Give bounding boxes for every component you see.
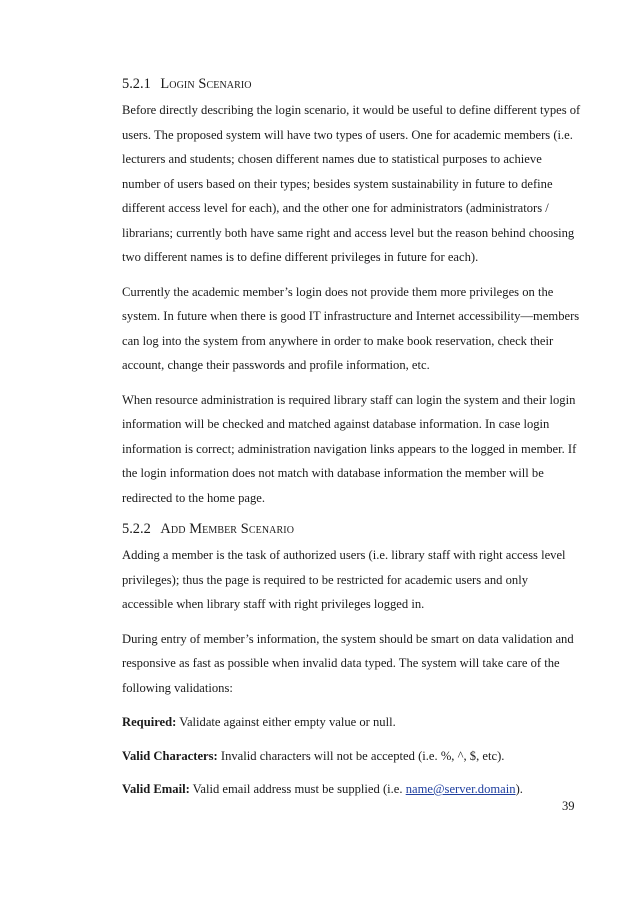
paragraph: Before directly describing the login scenario, it would be useful to define different types of users. The proposed system will have two types of users. One for academic members (i.e. lecturers and students; chosen different names due to statistical purposes to achieve number of users based on their types; besides system sustainability in future to define different access level for each), and the other one for administrators (administrators / librarians; currently both have same right and access level but the reason behind choosing two different names is to define different privileges in future for each). (122, 103, 581, 264)
section-title: Login Scenario (160, 76, 252, 92)
validation-required (122, 710, 582, 735)
section-number: 5.2.2 (122, 521, 151, 537)
page-content (122, 75, 582, 811)
validation-text-end: ). (515, 782, 523, 796)
email-example-link[interactable]: name@server.domain (405, 782, 516, 796)
page-number: 39 (562, 799, 575, 813)
section-title: Add Member Scenario (160, 521, 295, 537)
validation-label: Required: (122, 715, 177, 729)
paragraph: During entry of member’s information, the system should be smart on data validation and responsive as fast as possible when invalid data typed. The system will take care of the following validations: (122, 631, 574, 695)
validation-label: Valid Characters: (122, 748, 218, 763)
validation-text: Invalid characters will not be accepted (i.e. %, ^, $, etc). (217, 748, 505, 763)
section-heading-login-scenario (122, 75, 582, 93)
paragraph: When resource administration is required library staff can login the system and their login information will be checked and matched against database information. In case login information is correct; administration navigation links appears to the logged in member. If the login information does not match with database information the member will be redirected to the home page. (122, 392, 577, 505)
section-number: 5.2.1 (122, 76, 151, 92)
validation-label: Valid Email: (122, 782, 190, 796)
paragraph: Adding a member is the task of authorized users (i.e. library staff with right access level privileges); thus the page is required to be restricted for academic users and only accessible when library staff with right privileges logged in. (122, 548, 566, 611)
validation-text: Valid email address must be supplied (i.e. (189, 782, 406, 796)
validation-text: Validate against either empty value or null. (176, 715, 396, 729)
section-heading-add-member-scenario (122, 520, 582, 538)
validation-valid-email (122, 777, 582, 802)
validation-valid-characters (122, 744, 582, 769)
paragraph: Currently the academic member’s login does not provide them more privileges on the system. In future when there is good IT infrastructure and Internet accessibility—members can log into the system from anywhere in order to make book reservation, check their account, change their passwords and profile information, etc. (122, 284, 580, 372)
